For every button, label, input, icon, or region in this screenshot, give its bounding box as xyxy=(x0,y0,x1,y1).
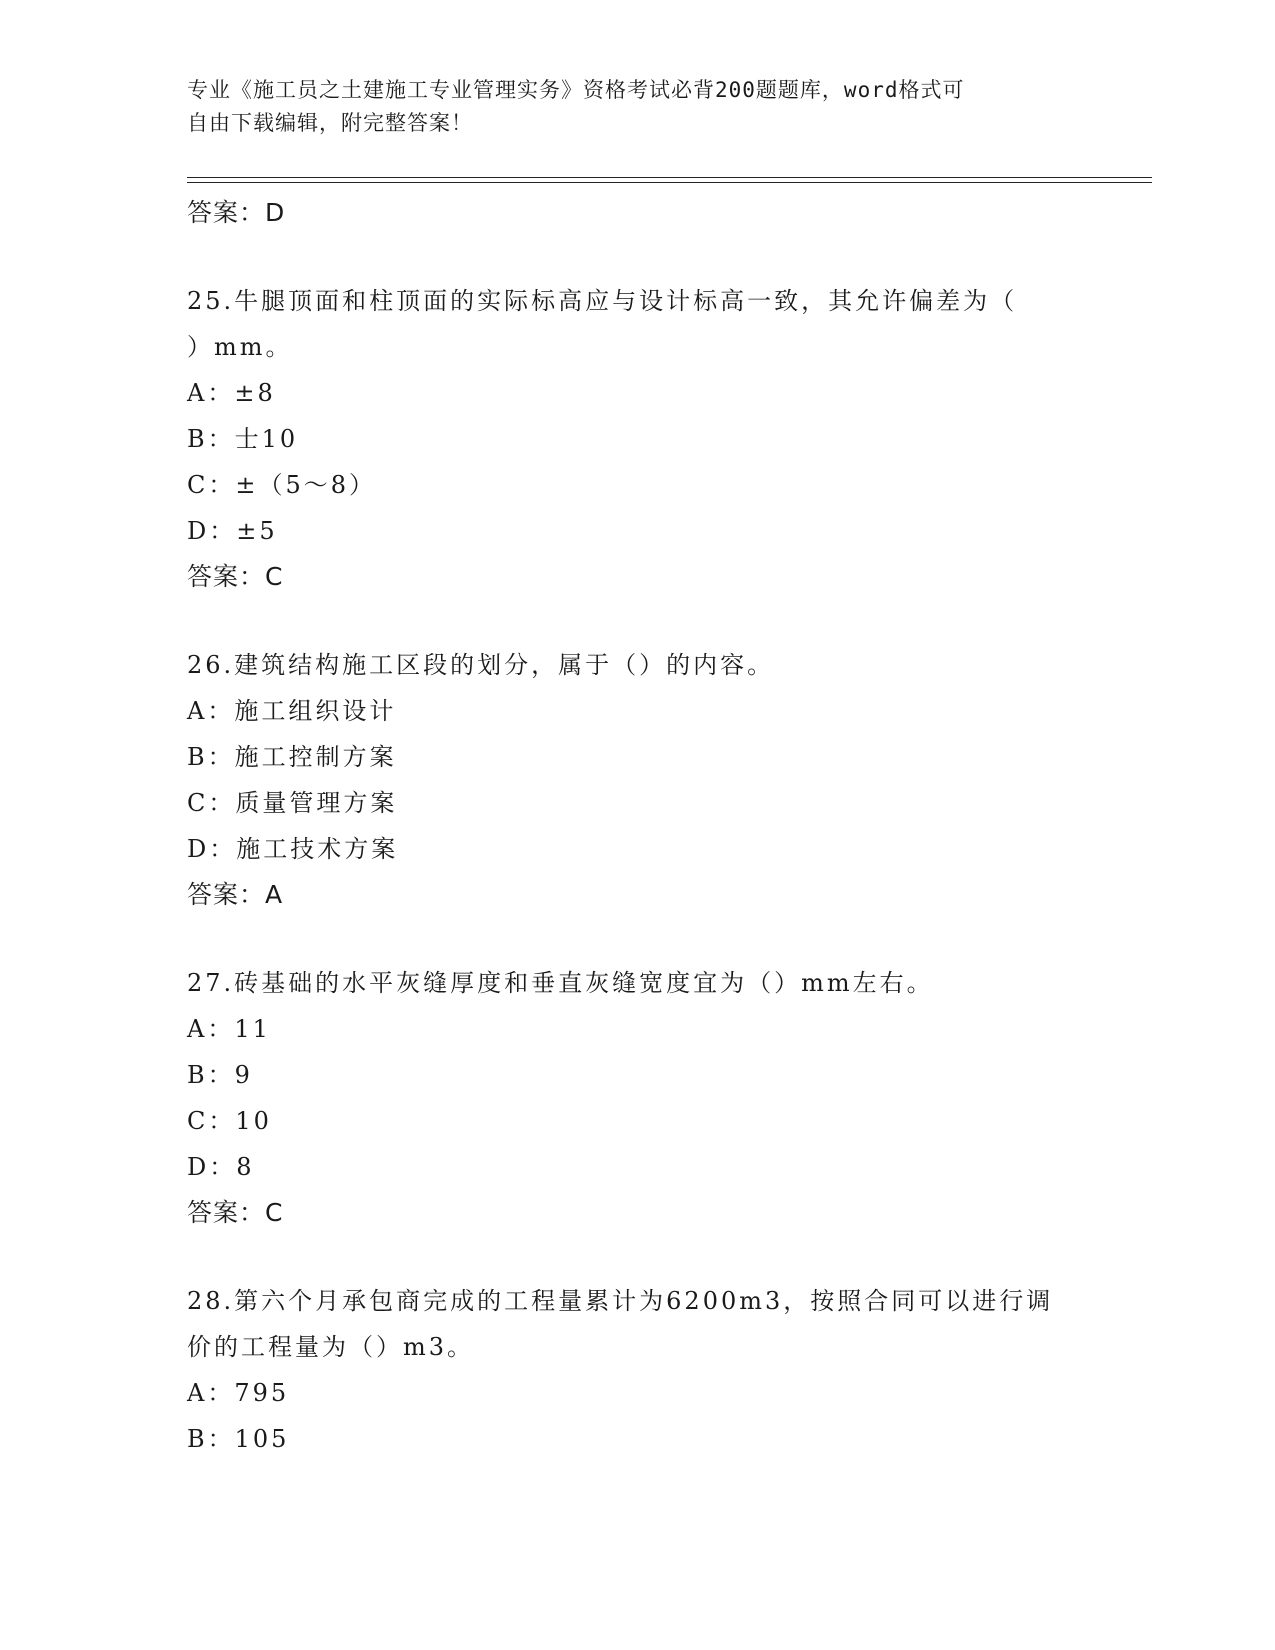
question-block xyxy=(187,642,1087,918)
option-a: A：795 xyxy=(187,1379,290,1407)
question-content xyxy=(187,190,1087,1462)
answer-line: 答案：C xyxy=(187,1198,284,1227)
option-a: A：±8 xyxy=(187,379,276,407)
header-divider-top xyxy=(187,177,1152,178)
question-text: 28.第六个月承包商完成的工程量累计为6200m3，按照合同可以进行调 xyxy=(187,1287,1054,1315)
answer-line: 答案：D xyxy=(187,198,286,227)
question-text: 26.建筑结构施工区段的划分，属于（）的内容。 xyxy=(187,651,775,679)
option-d: D：施工技术方案 xyxy=(187,835,399,863)
question-block xyxy=(187,278,1087,600)
option-a: A：11 xyxy=(187,1015,271,1043)
header-line-1: 专业《施工员之土建施工专业管理实务》资格考试必背200题题库，word格式可 xyxy=(187,78,965,102)
option-d: D：8 xyxy=(187,1153,255,1181)
option-b: B：施工控制方案 xyxy=(187,743,397,771)
header-divider-bottom xyxy=(187,182,1152,183)
option-c: C：质量管理方案 xyxy=(187,789,398,817)
option-d: D：±5 xyxy=(187,517,278,545)
option-b: B：105 xyxy=(187,1425,290,1453)
option-a: A：施工组织设计 xyxy=(187,697,397,725)
option-b: B：士10 xyxy=(187,425,299,453)
question-text-continued: 价的工程量为（）m3。 xyxy=(187,1333,475,1361)
document-header xyxy=(187,74,1087,140)
option-b: B：9 xyxy=(187,1061,253,1089)
header-line-2: 自由下载编辑，附完整答案！ xyxy=(187,111,473,135)
answer-line: 答案：A xyxy=(187,880,284,909)
question-text-continued: ）mm。 xyxy=(187,333,293,361)
question-block xyxy=(187,1278,1087,1462)
question-text: 27.砖基础的水平灰缝厚度和垂直灰缝宽度宜为（）mm左右。 xyxy=(187,969,934,997)
answer-line: 答案：C xyxy=(187,562,284,591)
question-block xyxy=(187,960,1087,1236)
option-c: C：10 xyxy=(187,1107,272,1135)
question-text: 25.牛腿顶面和柱顶面的实际标高应与设计标高一致，其允许偏差为（ xyxy=(187,287,1018,315)
option-c: C：±（5～8） xyxy=(187,471,377,499)
